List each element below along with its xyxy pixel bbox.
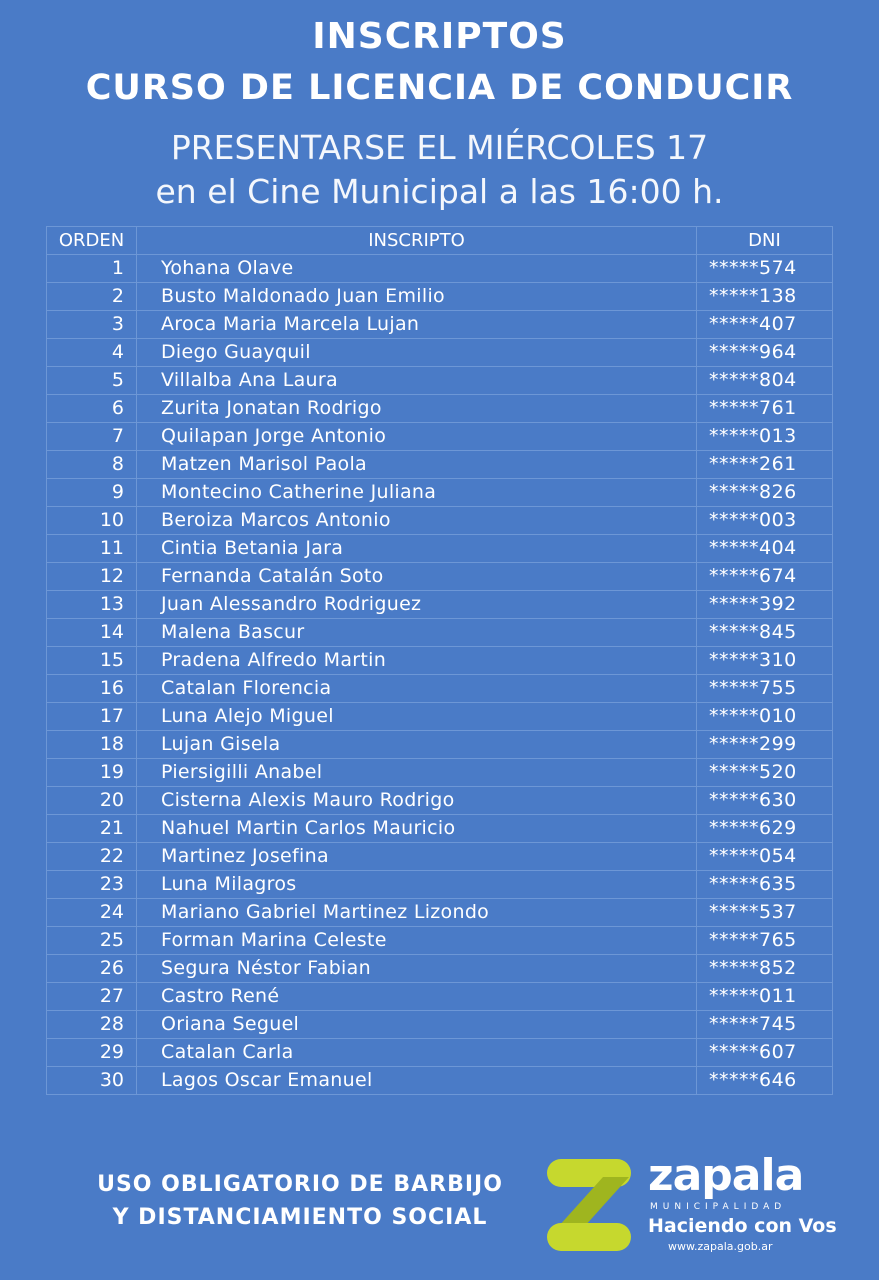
table-row [47,339,833,367]
brand-slogan: Haciendo con Vos [648,1215,837,1237]
row-inscripto: Castro René [137,983,697,1011]
row-dni: *****013 [697,423,833,451]
brand-name: zapala [648,1150,804,1201]
row-inscripto: Lujan Gisela [137,731,697,759]
table-row [47,647,833,675]
row-dni: *****010 [697,703,833,731]
row-orden: 25 [47,927,137,955]
row-inscripto: Cisterna Alexis Mauro Rodrigo [137,787,697,815]
table-row [47,451,833,479]
table-row [47,1011,833,1039]
row-inscripto: Martinez Josefina [137,843,697,871]
row-orden: 2 [47,283,137,311]
row-orden: 22 [47,843,137,871]
row-inscripto: Villalba Ana Laura [137,367,697,395]
row-dni: *****011 [697,983,833,1011]
row-inscripto: Lagos Oscar Emanuel [137,1067,697,1095]
row-dni: *****761 [697,395,833,423]
table-row [47,927,833,955]
row-orden: 26 [47,955,137,983]
row-orden: 24 [47,899,137,927]
row-orden: 10 [47,507,137,535]
row-orden: 4 [47,339,137,367]
row-inscripto: Nahuel Martin Carlos Mauricio [137,815,697,843]
row-dni: *****299 [697,731,833,759]
row-orden: 16 [47,675,137,703]
table-row [47,899,833,927]
row-orden: 18 [47,731,137,759]
table-row [47,731,833,759]
row-orden: 28 [47,1011,137,1039]
row-dni: *****392 [697,591,833,619]
row-orden: 9 [47,479,137,507]
row-orden: 11 [47,535,137,563]
brand-subtitle: MUNICIPALIDAD [650,1202,787,1212]
row-inscripto: Oriana Seguel [137,1011,697,1039]
row-orden: 29 [47,1039,137,1067]
row-inscripto: Segura Néstor Fabian [137,955,697,983]
row-inscripto: Busto Maldonado Juan Emilio [137,283,697,311]
distancing-notice: Y DISTANCIAMIENTO SOCIAL [112,1205,488,1230]
row-orden: 7 [47,423,137,451]
row-orden: 30 [47,1067,137,1095]
zapala-logo-icon [543,1155,635,1255]
row-inscripto: Zurita Jonatan Rodrigo [137,395,697,423]
registrants-table [46,226,833,1095]
row-dni: *****630 [697,787,833,815]
row-inscripto: Aroca Maria Marcela Lujan [137,311,697,339]
row-dni: *****537 [697,899,833,927]
row-dni: *****629 [697,815,833,843]
row-dni: *****310 [697,647,833,675]
row-inscripto: Luna Milagros [137,871,697,899]
row-dni: *****574 [697,255,833,283]
table-row [47,563,833,591]
row-orden: 6 [47,395,137,423]
table-row [47,983,833,1011]
row-dni: *****003 [697,507,833,535]
row-dni: *****674 [697,563,833,591]
row-orden: 14 [47,619,137,647]
row-dni: *****804 [697,367,833,395]
row-dni: *****826 [697,479,833,507]
row-inscripto: Forman Marina Celeste [137,927,697,955]
row-dni: *****845 [697,619,833,647]
table-row [47,283,833,311]
row-inscripto: Mariano Gabriel Martinez Lizondo [137,899,697,927]
row-orden: 23 [47,871,137,899]
row-orden: 3 [47,311,137,339]
row-dni: *****745 [697,1011,833,1039]
row-orden: 20 [47,787,137,815]
table-row [47,955,833,983]
row-dni: *****964 [697,339,833,367]
row-inscripto: Piersigilli Anabel [137,759,697,787]
table-row [47,787,833,815]
row-orden: 21 [47,815,137,843]
table-row [47,423,833,451]
row-inscripto: Malena Bascur [137,619,697,647]
row-inscripto: Yohana Olave [137,255,697,283]
row-dni: *****646 [697,1067,833,1095]
row-orden: 8 [47,451,137,479]
row-dni: *****852 [697,955,833,983]
row-dni: *****635 [697,871,833,899]
mask-notice: USO OBLIGATORIO DE BARBIJO [97,1172,503,1197]
page-title: INSCRIPTOS [312,16,567,57]
header-inscripto: INSCRIPTO [137,227,697,255]
row-dni: *****407 [697,311,833,339]
row-orden: 27 [47,983,137,1011]
row-inscripto: Pradena Alfredo Martin [137,647,697,675]
table-row [47,871,833,899]
table-row [47,591,833,619]
row-inscripto: Luna Alejo Miguel [137,703,697,731]
row-inscripto: Fernanda Catalán Soto [137,563,697,591]
table-row [47,1039,833,1067]
table-row [47,311,833,339]
row-orden: 19 [47,759,137,787]
header-dni: DNI [697,227,833,255]
row-dni: *****755 [697,675,833,703]
table-row [47,507,833,535]
row-inscripto: Cintia Betania Jara [137,535,697,563]
table-row [47,703,833,731]
row-orden: 17 [47,703,137,731]
row-inscripto: Catalan Florencia [137,675,697,703]
table-row [47,479,833,507]
row-orden: 5 [47,367,137,395]
row-inscripto: Diego Guayquil [137,339,697,367]
row-dni: *****404 [697,535,833,563]
presentation-date: PRESENTARSE EL MIÉRCOLES 17 [170,128,709,167]
header-orden: ORDEN [47,227,137,255]
table-row [47,815,833,843]
row-orden: 13 [47,591,137,619]
row-inscripto: Catalan Carla [137,1039,697,1067]
row-inscripto: Matzen Marisol Paola [137,451,697,479]
table-header-row [47,227,833,255]
row-inscripto: Juan Alessandro Rodriguez [137,591,697,619]
row-dni: *****138 [697,283,833,311]
row-inscripto: Beroiza Marcos Antonio [137,507,697,535]
row-inscripto: Quilapan Jorge Antonio [137,423,697,451]
table-row [47,367,833,395]
row-orden: 15 [47,647,137,675]
table-row [47,675,833,703]
row-dni: *****054 [697,843,833,871]
presentation-location: en el Cine Municipal a las 16:00 h. [155,172,724,211]
table-row [47,1067,833,1095]
table-row [47,255,833,283]
table-row [47,395,833,423]
table-row [47,535,833,563]
row-dni: *****765 [697,927,833,955]
table-row [47,843,833,871]
table-row [47,759,833,787]
row-dni: *****261 [697,451,833,479]
row-inscripto: Montecino Catherine Juliana [137,479,697,507]
brand-url: www.zapala.gob.ar [668,1240,773,1253]
page-title-course: CURSO DE LICENCIA DE CONDUCIR [85,68,794,108]
row-dni: *****520 [697,759,833,787]
row-orden: 12 [47,563,137,591]
table-row [47,619,833,647]
row-orden: 1 [47,255,137,283]
row-dni: *****607 [697,1039,833,1067]
